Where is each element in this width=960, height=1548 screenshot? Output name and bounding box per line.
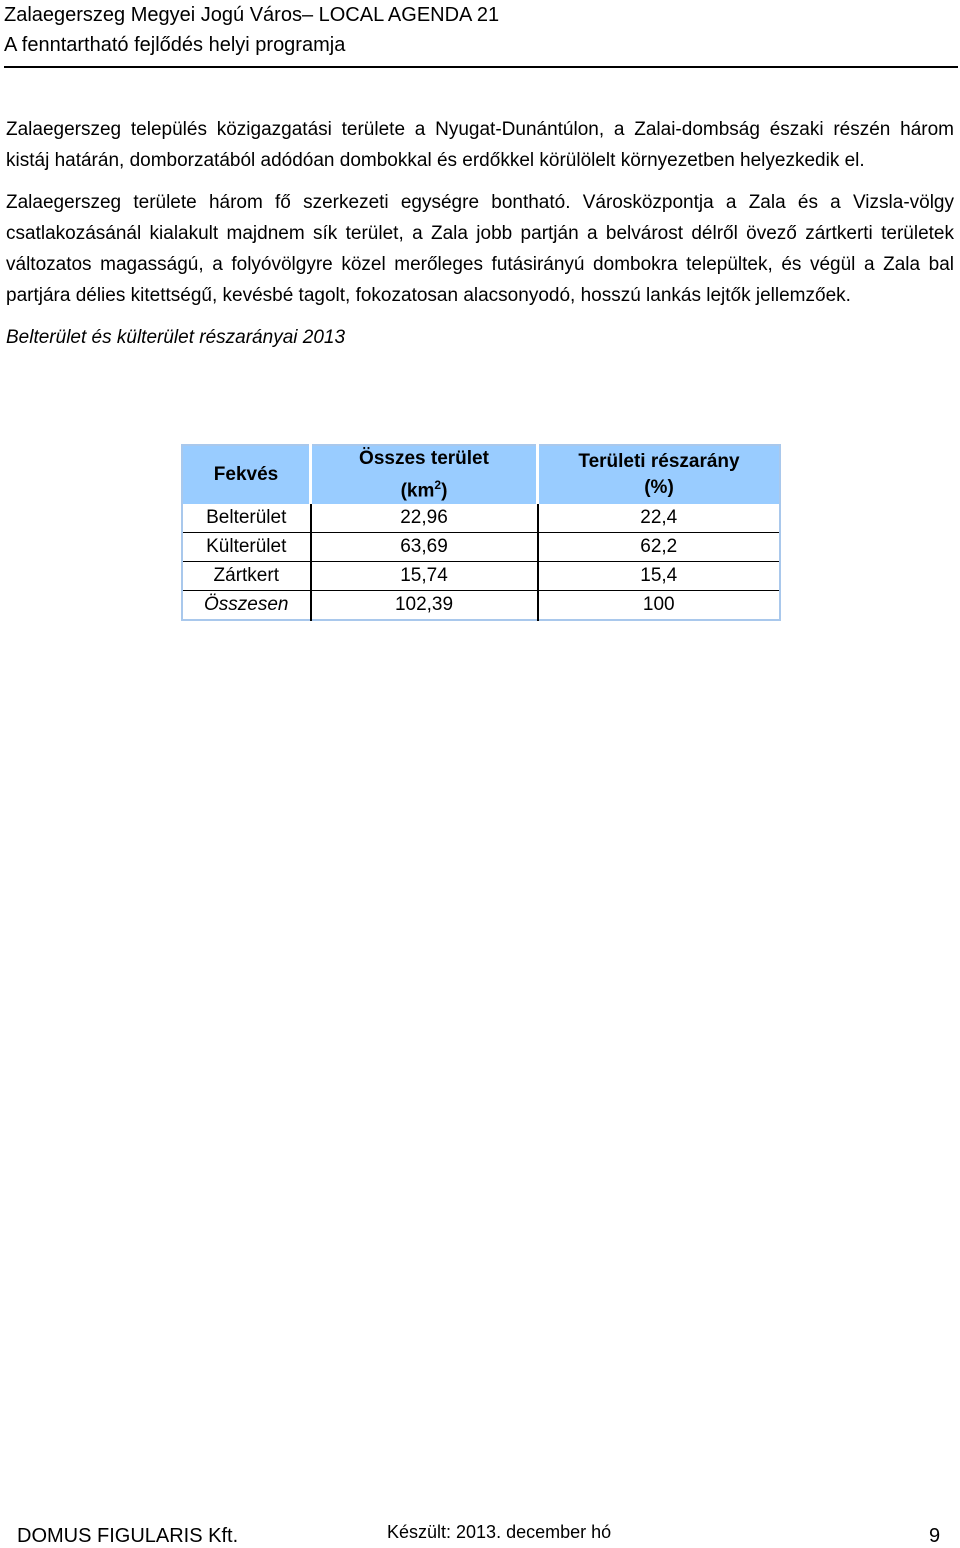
- row-area: 102,39: [311, 591, 538, 621]
- land-share-table: [181, 444, 781, 621]
- row-share: 100: [538, 591, 781, 621]
- header-share-line2: (%): [644, 477, 674, 499]
- paragraph-structure: Zalaegerszeg területe három fő szerkezeti egységre bontható. Városközpontja a Zala és a Vizsla-völgy csatlakozásánál kialakult majdnem sík terület, a Zala jobb partján a belvárost délről övező zártkerti területek változatos magasságú, a folyóvölgyre közel merőleges futásirányú dombokra települtek, és végül a Zala bal partjára délies kitettségű, kevésbé tagolt, fokozatosan alacsonyodó, hosszú lankás lejtők jellemzőek.: [6, 192, 954, 306]
- page-footer: [0, 1522, 960, 1546]
- header-area-line1: Összes terület: [359, 448, 489, 469]
- header-divider: [4, 66, 958, 68]
- table-header-row: [182, 445, 780, 504]
- document-title: Zalaegerszeg Megyei Jogú Város– LOCAL AGENDA 21: [4, 4, 500, 26]
- footer-company: DOMUS FIGULARIS Kft.: [17, 1525, 239, 1547]
- row-area: 15,74: [311, 562, 538, 591]
- table-caption: Belterület és külterület részarányai 2013: [6, 327, 346, 348]
- row-label: Belterület: [206, 507, 287, 529]
- footer-date: Készült: 2013. december hó: [387, 1522, 612, 1542]
- table-row: [182, 504, 780, 533]
- paragraph-location: Zalaegerszeg település közigazgatási területe a Nyugat-Dunántúlon, a Zalai-dombság északi részén három kistáj határán, domborzatából adódóan dombokkal és erdőkkel körülölelt környezetben helyezkedik el.: [6, 119, 954, 171]
- row-area: 63,69: [311, 533, 538, 562]
- row-share: 62,2: [538, 533, 781, 562]
- document-subtitle: A fenntartható fejlődés helyi programja: [4, 34, 346, 56]
- row-area: 22,96: [311, 504, 538, 533]
- header-teruleti-reszarany: [538, 445, 781, 504]
- page-number: 9: [929, 1525, 941, 1547]
- row-share: 22,4: [538, 504, 781, 533]
- table-row: [182, 533, 780, 562]
- header-share-line1: Területi részarány: [578, 451, 740, 473]
- header-fekves: Fekvés: [182, 445, 311, 504]
- header-osszes-terulet: [311, 445, 538, 504]
- header-area-unit-open: (km: [400, 480, 435, 502]
- page-header: [4, 0, 958, 60]
- row-label: Összesen: [182, 591, 311, 621]
- row-label: Zártkert: [182, 562, 311, 591]
- header-area-unit-sup: 2: [434, 478, 442, 492]
- row-label: Külterület: [182, 533, 311, 562]
- table-row-total: [182, 591, 780, 621]
- row-share: 15,4: [538, 562, 781, 591]
- table-row: [182, 562, 780, 591]
- body-text: [6, 114, 954, 353]
- header-area-unit-close: ): [441, 480, 448, 502]
